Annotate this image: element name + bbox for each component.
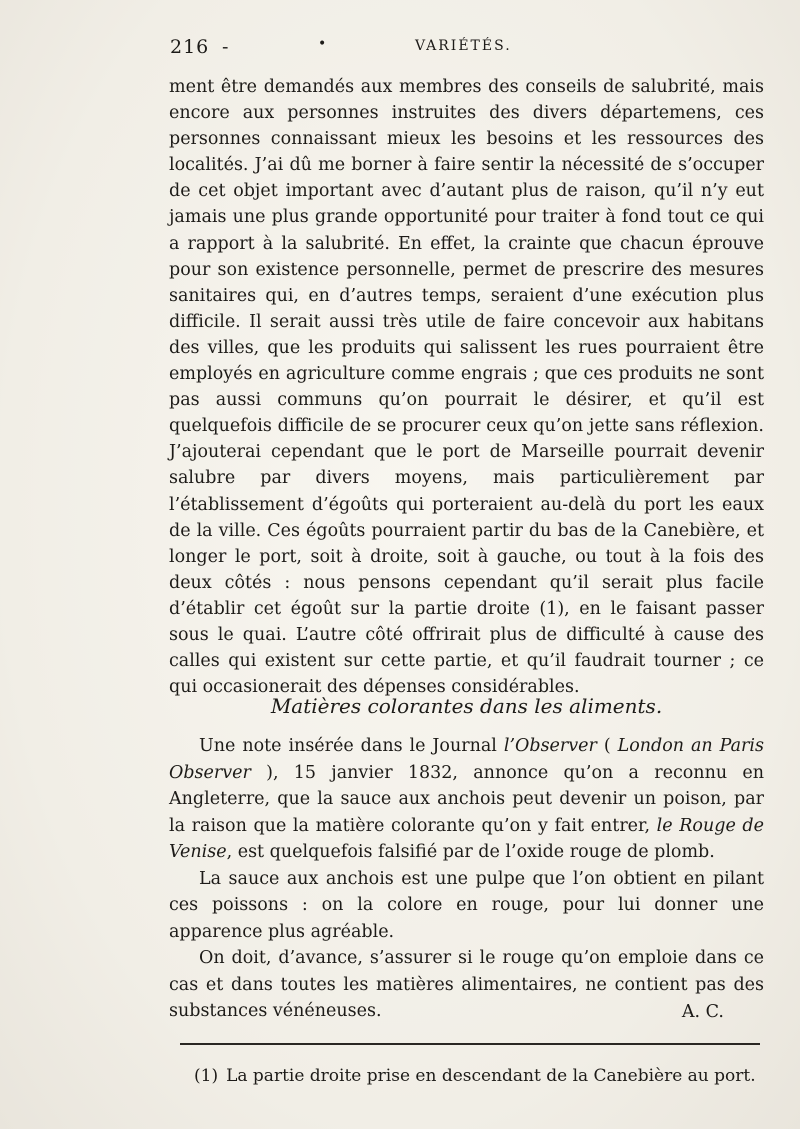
footnote-marker: (1)	[194, 1066, 219, 1086]
p1-text-d: , est quelquefois falsifié par de l’oxide rouge de plomb.	[226, 842, 715, 862]
footnote-text: La partie droite prise en descendant de la Canebière au port.	[226, 1066, 756, 1086]
running-title: VARIÉTÉS.	[415, 38, 512, 54]
p1-text-c: ), 15 janvier 1832, annonce qu’on a reconnu en Angleterre, que la sauce aux anchois peut devenir un poison, par la raison que la matière colorante qu’on y fait entrer,	[169, 762, 764, 836]
footnote-rule	[180, 1043, 760, 1045]
journal-name: l’Observer	[503, 736, 597, 756]
rouge-de-venise: le Rouge de Venise	[169, 815, 764, 862]
main-text	[169, 74, 764, 700]
signature: A. C.	[681, 1001, 724, 1022]
page-number: 216	[170, 36, 210, 58]
p1-text-a: Une note insérée dans le Journal	[199, 736, 504, 756]
section-body	[169, 733, 764, 1025]
section-paragraph-2: La sauce aux anchois est une pulpe que l’on obtient en pilant ces poissons : on la colore en rouge, pour lui donner une apparence plus agréable.	[169, 868, 764, 942]
journal-full-name: London an Paris Observer	[169, 736, 765, 783]
paragraph-continued: ment être demandés aux membres des conseils de salubrité, mais encore aux personnes instruites des divers départemens, ces personnes connaissant mieux les besoins et les ressources des localités. J’ai dû me borner à faire sentir la nécessité de s’occuper de cet objet important avec d’autant plus de raison, qu’il n’y eut jamais une plus grande opportunité pour traiter à fond tout ce qui a rapport à la salubrité. En effet, la crainte que chacun éprouve pour son existence personnelle, permet de prescrire des mesures sanitaires qui, en d’autres temps, seraient d’une exécution plus difficile. Il serait aussi très utile de faire concevoir aux habitans des villes, que les produits qui salissent les rues pourraient être employés en agriculture comme engrais ; que ces produits ne sont pas aussi communs qu’on pourrait le désirer, et qu’il est quelquefois difficile de se procurer ceux qu’on jette sans réflexion. J’ajouterai cependant que le port de Marseille pourrait devenir salubre par divers moyens, mais particulièrement par l’établissement d’égoûts qui porteraient au-delà du port les eaux de la ville. Ces égoûts pourraient partir du bas de la Canebière, et longer le port, soit à droite, soit à gauche, ou tout à la fois des deux côtés : nous pensons cependant qu’il serait plus facile d’établir cet égoût sur la partie droite (1), en le faisant passer sous le quai. L’autre côté offrirait plus de difficulté à cause des calles qui existent sur cette partie, et qu’il faudrait tourner ; ce qui occasionerait des dépenses considérables.	[169, 77, 764, 698]
header-dot: •	[318, 36, 328, 52]
header-dash: -	[222, 36, 230, 58]
section-paragraph-3: On doit, d’avance, s’assurer si le rouge qu’on emploie dans ce cas et dans toutes les matières alimentaires, ne contient pas des substances vénéneuses.	[169, 948, 764, 1021]
footnote	[194, 1066, 764, 1086]
page-header	[170, 28, 770, 68]
section-title: Matières colorantes dans les aliments.	[270, 694, 663, 718]
p1-text-b: (	[596, 736, 618, 756]
section-paragraph-1	[169, 733, 764, 866]
